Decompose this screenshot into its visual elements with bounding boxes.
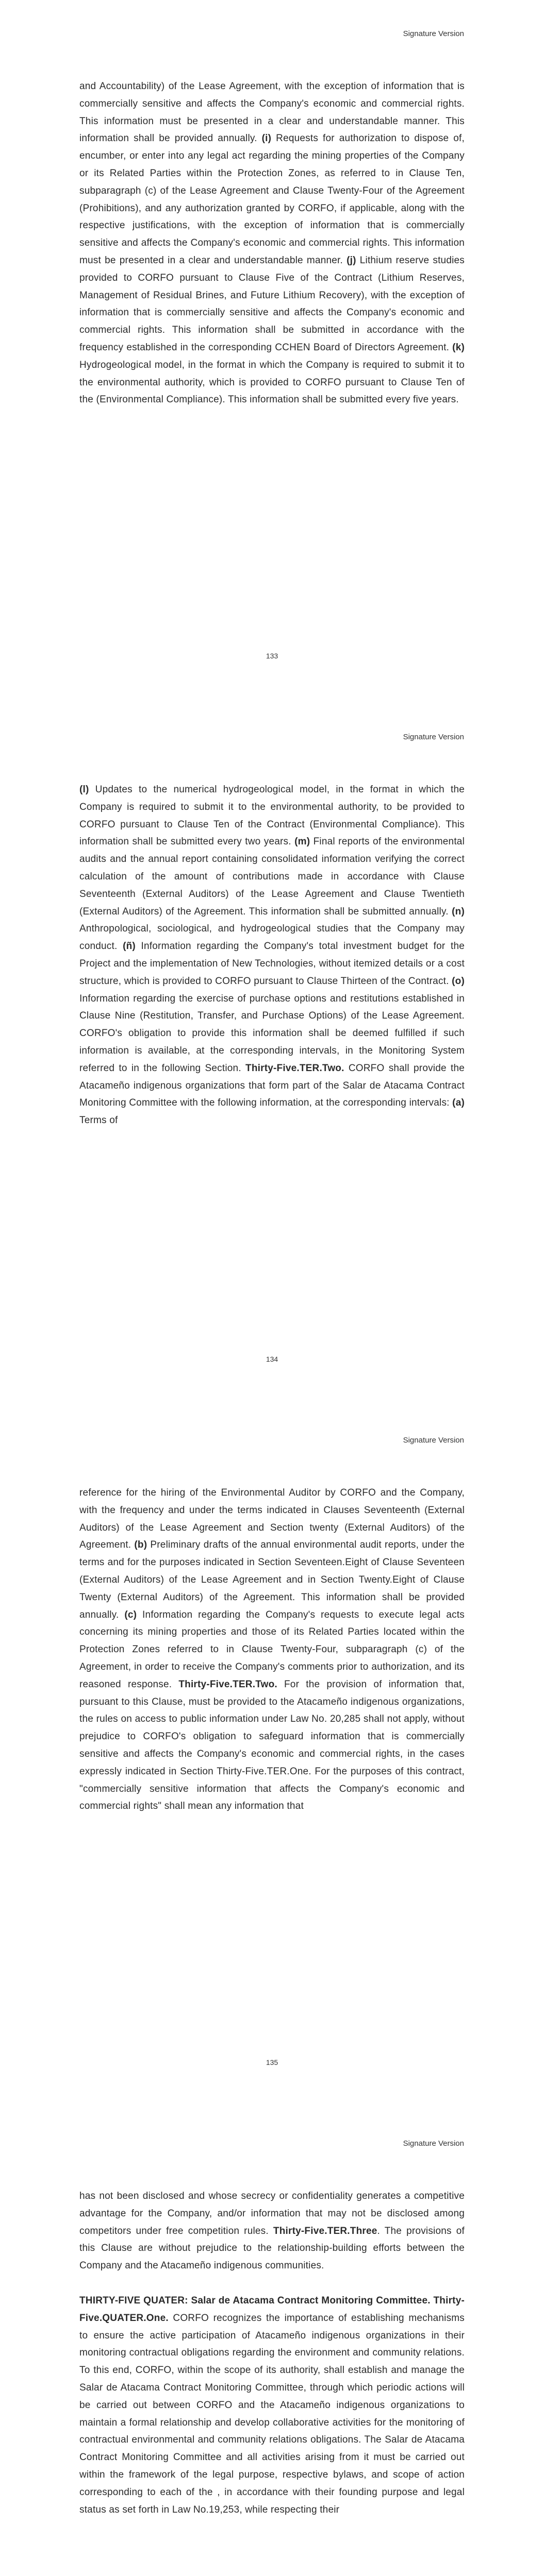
text-run: Terms of: [79, 1115, 118, 1126]
text-run: Information regarding the Company's requests to execute legal acts concerning its mining properties and those of its Related Parties located within the Protection Zones referred to in Clause Twenty-Four, subparagraph (c) of the Agreement, in order to receive the Company's comments prior to authorization, and its reasoned response.: [79, 1609, 465, 1690]
document-page-133: [0, 0, 544, 703]
text-run: Preliminary drafts of the annual environmental audit reports, under the terms and for the purposes indicated in Section Seventeen.Eight of Clause Seventeen (External Auditors) of the Lease Agreement and in Section Twenty.Eight of Clause Twenty (External Auditors) of the Agreement. This information shall be provided annually.: [79, 1539, 465, 1620]
page-header: Signature Version: [403, 733, 464, 741]
page-number: 135: [266, 2058, 278, 2066]
paragraph: [79, 2188, 465, 2275]
bold-label: (ñ): [123, 941, 136, 952]
paragraph: [79, 781, 465, 1129]
text-run: and Accountability) of the Lease Agreement, with the exception of information that is commercially sensitive and affects the Company's economic and commercial rights. This information must be presented in a clear and understandable manner. This information shall be provided annually.: [79, 81, 465, 144]
text-run: Requests for authorization to dispose of, encumber, or enter into any legal act regarding the mining properties of the Company or its Related Parties within the Protection Zones, as referred to in Clause Ten, subparagraph (c) of the Lease Agreement and Clause Twenty-Four of the Agreement (Prohibitions), and any authorization granted by CORFO, if applicable, along with the respective justifications, with the exception of information that is commercially sensitive and affects the Company's economic and commercial rights. This information must be presented in a clear and understandable manner.: [79, 133, 465, 266]
bold-label: (k): [452, 342, 465, 353]
bold-label: (a): [452, 1097, 465, 1109]
paragraph: [79, 78, 465, 409]
text-run: Information regarding the exercise of purchase options and restitutions established in Clause Nine (Restitution, Transfer, and Purchase Options) of the Lease Agreement. CORFO's obligation to provide this information shall be deemed fulfilled if such information is available, at the corresponding intervals, in the Monitoring System referred to in the following Section.: [79, 993, 465, 1074]
text-run: CORFO shall provide the Atacameño indigenous organizations that form part of the Salar de Atacama Contract Monitoring Committee with the following information, at the corresponding intervals:: [79, 1062, 465, 1109]
bold-label: Thirty-Five.TER.Two.: [245, 1062, 344, 1074]
bold-label: (o): [452, 975, 465, 987]
bold-label: (j): [347, 255, 356, 266]
page-body-text: [79, 2188, 465, 2518]
page-body-text: [79, 78, 465, 409]
text-run: Lithium reserve studies provided to CORFO pursuant to Clause Five of the Contract (Lithium Reserves, Management of Residual Brines, and Future Lithium Recovery), with the exception of information that is commercially sensitive and affects the Company's economic and commercial rights. This information shall be submitted in accordance with the frequency established in the corresponding CCHEN Board of Directors Agreement.: [79, 255, 465, 353]
page-body-text: [79, 1484, 465, 1815]
bold-label: (b): [134, 1539, 147, 1551]
bold-label: THIRTY-FIVE QUATER: Salar de Atacama Contract Monitoring Committee. Thirty-Five.QUATER.One.: [79, 2295, 465, 2324]
text-run: For the provision of information that, pursuant to this Clause, must be provided to the Atacameño indigenous organizations, the rules on access to public information under Law No. 20,285 shall not apply, without prejudice to CORFO's obligation to safeguard information that is commercially sensitive and affects the Company's economic and commercial rights, in the cases expressly indicated in Section Thirty-Five.TER.One. For the purposes of this contract, "commercially sensitive information that affects the Company's economic and commercial rights" shall mean any information that: [79, 1679, 465, 1812]
page-body-text: [79, 781, 465, 1129]
page-header: Signature Version: [403, 1436, 464, 1445]
bold-label: (m): [294, 836, 310, 848]
bold-label: (i): [261, 133, 272, 144]
page-number: 133: [266, 652, 278, 660]
bold-label: (l): [79, 784, 89, 795]
document-page-134: [0, 703, 544, 1406]
text-run: Final reports of the environmental audits and the annual report containing consolidated information verifying the correct calculation of the amount of contributions made in accordance with Clause Seventeenth (External Auditors) of the Lease Agreement and Clause Twentieth (External Auditors) of the Agreement. This information shall be submitted annually.: [79, 836, 465, 917]
page-header: Signature Version: [403, 29, 464, 38]
text-run: Information regarding the Company's total investment budget for the Project and the implementation of New Technologies, without itemized details or a cost structure, which is provided to CORFO pursuant to Clause Thirteen of the Contract.: [79, 941, 465, 987]
document-page-136: [0, 2110, 544, 2576]
paragraph: [79, 1484, 465, 1815]
bold-label: Thirty-Five.TER.Three: [273, 2225, 377, 2236]
text-run: Anthropological, sociological, and hydrogeological studies that the Company may conduct.: [79, 923, 465, 952]
document-page-135: [0, 1406, 544, 2110]
text-run: has not been disclosed and whose secrecy or confidentiality generates a competitive advantage for the Company, and/or information that may not be disclosed among competitors under free competition rules.: [79, 2191, 465, 2236]
page-number: 134: [266, 1355, 278, 1363]
text-run: Hydrogeological model, in the format in which the Company is required to submit it to the environmental authority, which is provided to CORFO pursuant to Clause Ten of the (Environmental Compliance). This information shall be submitted every five years.: [79, 359, 465, 405]
bold-label: (n): [452, 906, 465, 917]
bold-label: Thirty-Five.TER.Two.: [178, 1679, 277, 1690]
text-run: . The provisions of this Clause are without prejudice to the relationship-building efforts between the Company and the Atacameño indigenous communities.: [79, 2225, 465, 2272]
page-header: Signature Version: [403, 2139, 464, 2148]
text-run: CORFO recognizes the importance of establishing mechanisms to ensure the active participation of Atacameño indigenous organizations in their monitoring contractual obligations regarding the environment and community relations. To this end, CORFO, within the scope of its authority, shall establish and manage the Salar de Atacama Contract Monitoring Committee, through which periodic actions will be carried out between CORFO and the Atacameño indigenous organizations to maintain a formal relationship and develop collaborative activities for the monitoring of contractual environmental and community relations obligations. The Salar de Atacama Contract Monitoring Committee and all activities arising from it must be carried out within the framework of the legal purpose, respective bylaws, and scope of action corresponding to each of the , in accordance with their founding purpose and legal status as set forth in Law No.19,253, while respecting their: [79, 2312, 465, 2515]
text-run: reference for the hiring of the Environmental Auditor by CORFO and the Company, with the frequency and under the terms indicated in Clauses Seventeenth (External Auditors) of the Lease Agreement and Section twenty (External Auditors) of the Agreement.: [79, 1487, 465, 1551]
text-run: Updates to the numerical hydrogeological model, in the format in which the Company is required to submit it to the environmental authority, to be provided to CORFO pursuant to Clause Ten of the Contract (Environmental Compliance). This information shall be submitted every two years.: [79, 784, 465, 848]
bold-label: (c): [124, 1609, 137, 1620]
section-paragraph: [79, 2292, 465, 2518]
